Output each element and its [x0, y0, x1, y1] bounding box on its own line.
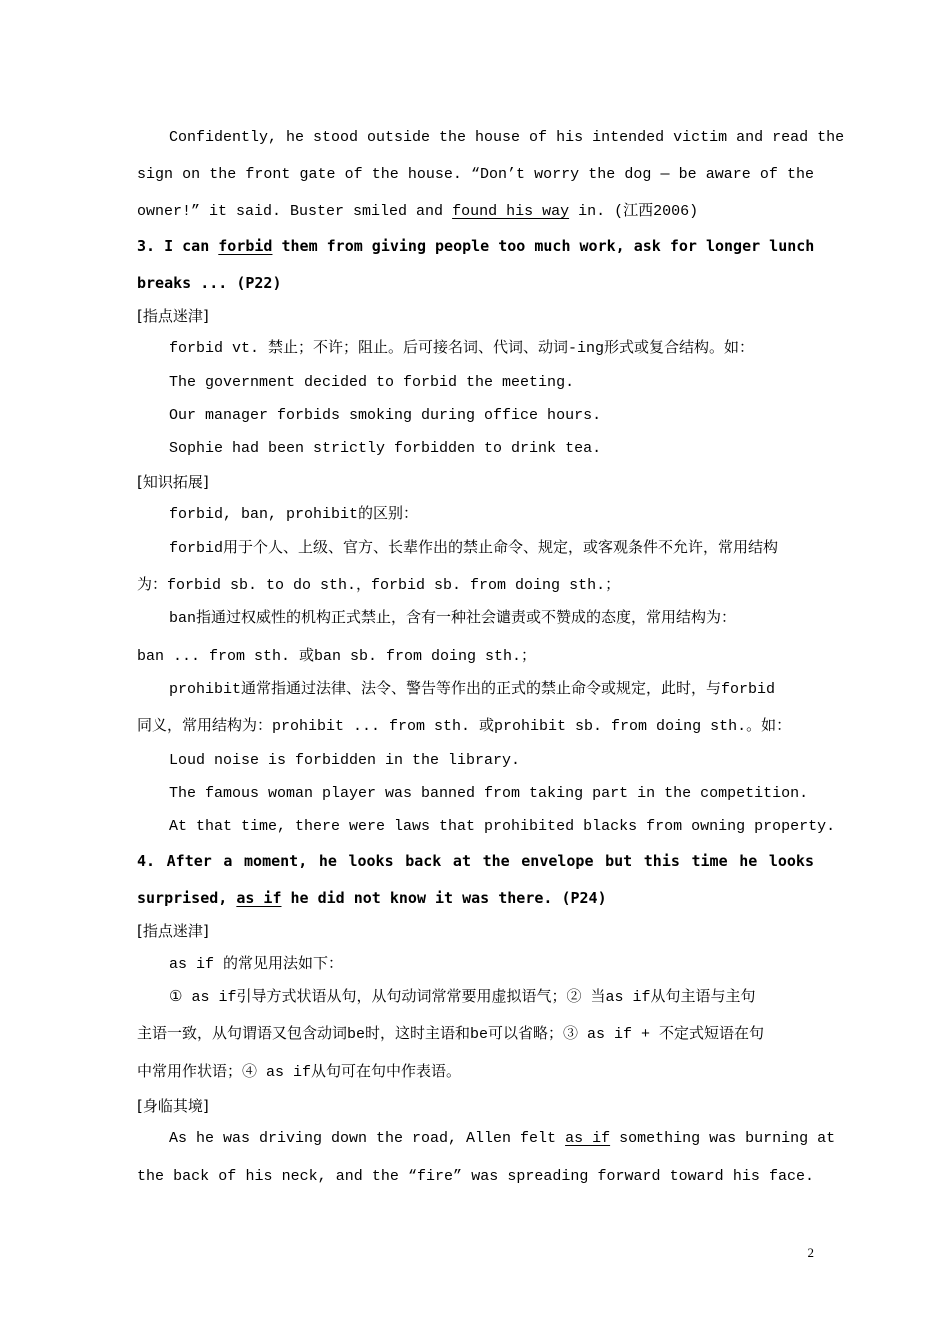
ext3-forbid-line1: forbid用于个人、上级、官方、长辈作出的禁止命令、规定，或客观条件不允许，常用结构 — [169, 540, 779, 557]
tip4-usage-line1: ① as if引导方式状语从句，从句动词常常要用虚拟语气；② 当as if从句主语与主句 — [169, 989, 756, 1006]
item4-line2-post: he did not know it was there. (P24) — [281, 889, 607, 907]
para1-line3-pre: owner!” it said. Buster smiled and — [137, 203, 453, 220]
para1-line3 — [137, 202, 814, 222]
tip3-definition: forbid vt. 禁止；不许；阻止。后可接名词、代词、动词-ing形式或复合结构。如： — [169, 340, 755, 357]
ext3-example-2: The famous woman player was banned from taking part in the competition. — [169, 785, 809, 802]
ext3-example-3: At that time, there were laws that prohibited blacks from owning property. — [169, 818, 836, 835]
tip3-example-1: The government decided to forbid the meeting. — [169, 374, 575, 391]
tip4-heading: [指点迷津] — [137, 922, 209, 940]
underlined-phrase-found-his-way: found his way — [452, 203, 570, 220]
ext3-prohibit-line1: prohibit通常指通过法律、法令、警告等作出的正式的禁止命令或规定，此时，与forbid — [169, 681, 776, 698]
para1-line3-post: in. (江西2006) — [569, 203, 699, 220]
item3-line1-post: them from giving people too much work, ask for longer lunch — [272, 237, 815, 255]
context4-line1-post: something was burning at — [610, 1130, 836, 1147]
ext3-forbid-line2: 为：forbid sb. to do sth.，forbid sb. from doing sth.； — [137, 577, 621, 594]
tip4-intro: as if 的常见用法如下： — [169, 956, 344, 973]
item3-line2: breaks ... (P22) — [137, 274, 282, 292]
tip4-usage-line3: 中常用作状语；④ as if从句可在句中作表语。 — [137, 1064, 462, 1081]
ext3-intro: forbid, ban, prohibit的区别： — [169, 506, 419, 523]
ext3-example-1: Loud noise is forbidden in the library. — [169, 752, 521, 769]
tip3-example-2: Our manager forbids smoking during office hours. — [169, 407, 602, 424]
tip4-usage-line2: 主语一致，从句谓语又包含动词be时，这时主语和be可以省略；③ as if + 不定式短语在句 — [137, 1026, 765, 1043]
page-number: 2 — [807, 1245, 814, 1260]
item3-line1-pre: 3. I can — [137, 237, 219, 255]
tip3-example-3: Sophie had been strictly forbidden to drink tea. — [169, 440, 602, 457]
context4-line2: the back of his neck, and the “fire” was spreading forward toward his face. — [137, 1168, 814, 1185]
para1-line2: sign on the front gate of the house. “Don’t worry the dog — be aware of the — [137, 166, 814, 183]
item4-line2 — [137, 888, 814, 908]
ext3-prohibit-line2: 同义，常用结构为：prohibit ... from sth. 或prohibit sb. from doing sth.。如： — [137, 718, 792, 735]
context4-line1 — [169, 1129, 836, 1149]
underlined-phrase-as-if: as if — [236, 889, 282, 907]
ext3-ban-line1: ban指通过权威性的机构正式禁止，含有一种社会谴责或不赞成的态度，常用结构为： — [169, 610, 737, 627]
ext3-ban-line2: ban ... from sth. 或ban sb. from doing sth.； — [137, 648, 537, 665]
underlined-phrase-as-if-2: as if — [565, 1130, 611, 1147]
underlined-word-forbid: forbid — [218, 237, 273, 255]
tip3-heading: [指点迷津] — [137, 307, 209, 325]
ext3-heading: [知识拓展] — [137, 473, 209, 491]
item4-line1: 4. After a moment, he looks back at the envelope but this time he looks — [137, 852, 814, 870]
context4-line1-pre: As he was driving down the road, Allen felt — [169, 1130, 566, 1147]
para1-line1: Confidently, he stood outside the house of his intended victim and read the — [169, 129, 845, 146]
item3-line1 — [137, 236, 814, 256]
item4-line2-pre: surprised, — [137, 889, 237, 907]
context4-heading: [身临其境] — [137, 1097, 209, 1115]
